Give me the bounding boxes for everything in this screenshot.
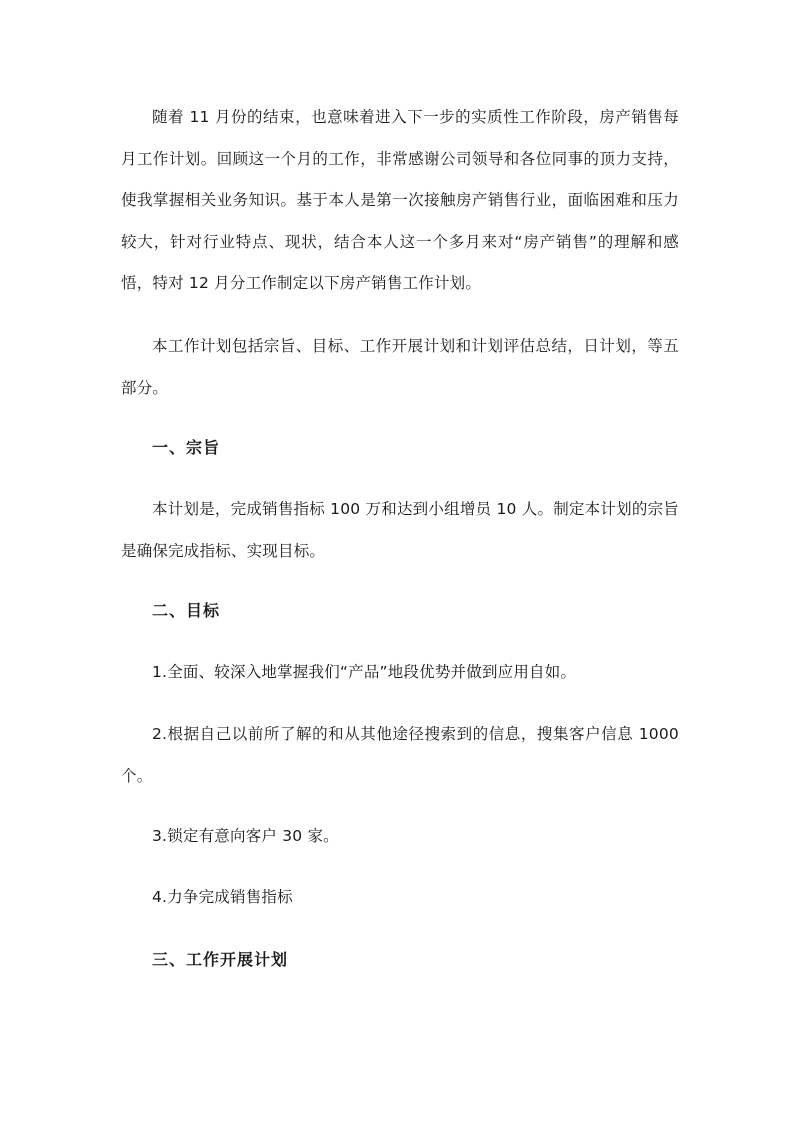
goal-item-2: 2.根据自己以前所了解的和从其他途径搜索到的信息，搜集客户信息 1000 个。: [121, 725, 679, 785]
intro-paragraph: 随着 11 月份的结束，也意味着进入下一步的实质性工作阶段，房产销售每月工作计划。回顾这一个月的工作，非常感谢公司领导和各位同事的顶力支持，使我掌握相关业务知识。基于本人是第一次接触房产销售行业，面临困难和压力较大，针对行业特点、现状，结合本人这一个多月来对“房产销售”的理解和感悟，特对 12 月分工作制定以下房产销售工作计划。: [121, 108, 679, 292]
section-heading-purpose: 一、宗旨: [152, 438, 221, 457]
section-heading-work-plan: 三、工作开展计划: [152, 950, 289, 969]
goal-item-3: 3.锁定有意向客户 30 家。: [152, 827, 339, 845]
goal-item-1: 1.全面、较深入地掌握我们“产品”地段优势并做到应用自如。: [152, 663, 577, 681]
purpose-paragraph: 本计划是，完成销售指标 100 万和达到小组增员 10 人。制定本计划的宗旨是确保完成指标、实现目标。: [121, 500, 679, 560]
section-heading-goals: 二、目标: [152, 601, 221, 620]
overview-paragraph: 本工作计划包括宗旨、目标、工作开展计划和计划评估总结，日计划，等五部分。: [121, 337, 679, 397]
goal-item-4: 4.力争完成销售指标: [152, 888, 293, 906]
